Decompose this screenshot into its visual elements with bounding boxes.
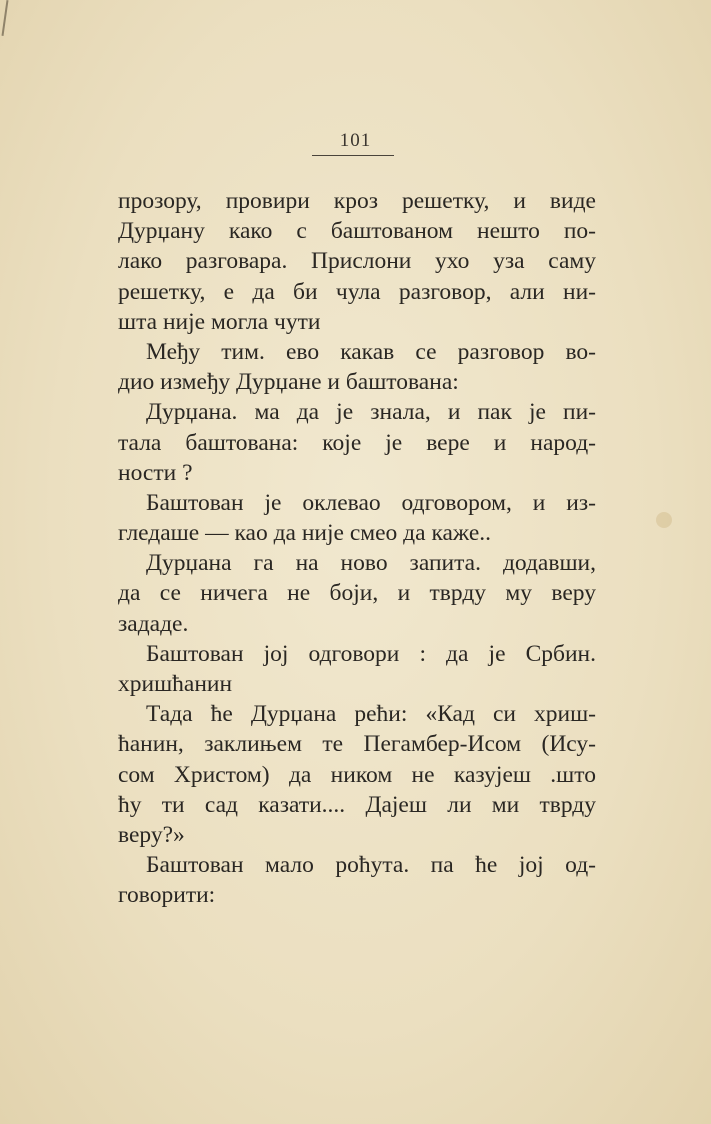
text-line: хришћанин bbox=[118, 671, 233, 697]
text-line: тала баштована: које је вере и народ- bbox=[118, 429, 596, 456]
text-line: сом Христом) да ником не казујеш .што bbox=[118, 761, 596, 788]
text-line: ћанин, заклињем те Пегамбер-Исом (Ису- bbox=[118, 731, 596, 758]
text-line: Баштован јој одговори : да је Србин. bbox=[146, 640, 596, 667]
text-line: лако разговара. Прислони ухо уза саму bbox=[118, 248, 596, 275]
paper-stain bbox=[656, 512, 672, 528]
text-line: Дурџана га на ново запита. додавши, bbox=[146, 550, 596, 577]
text-line: дио између Дурџане и баштована: bbox=[118, 369, 459, 396]
page-number: 101 bbox=[339, 130, 372, 151]
text-line: ности ? bbox=[118, 459, 193, 486]
page-edge-mark bbox=[2, 0, 9, 36]
page-number-rule bbox=[312, 155, 394, 156]
text-line: Баштован је оклевао одговором, и из- bbox=[146, 489, 596, 516]
text-line: Тада ће Дурџана рећи: «Кад си хриш- bbox=[146, 701, 596, 728]
text-line: веру?» bbox=[118, 821, 185, 848]
text-line: зададе. bbox=[118, 610, 189, 637]
text-line: прозору, провири кроз решетку, и виде bbox=[118, 188, 596, 214]
text-line: ћу ти сад казати.... Дајеш ли ми тврду bbox=[118, 791, 596, 818]
text-line: Дурџану како с баштованом нешто по- bbox=[118, 218, 596, 245]
text-line: гледаше — као да није смео да каже.. bbox=[118, 520, 492, 547]
body-text bbox=[118, 186, 596, 911]
text-line: шта није могла чути bbox=[118, 308, 321, 335]
text-line: да се ничега не боји, и тврду му веру bbox=[118, 580, 596, 607]
text-line: Међу тим. ево какав се разговор во- bbox=[146, 338, 596, 365]
text-line: Дурџана. ма да је знала, и пак је пи- bbox=[146, 399, 596, 426]
text-line: Баштован мало poћута. па ће јој од- bbox=[146, 852, 596, 879]
text-line: говорити: bbox=[118, 882, 216, 909]
text-line: решетку, е да би чула разговор, али ни- bbox=[118, 278, 596, 305]
